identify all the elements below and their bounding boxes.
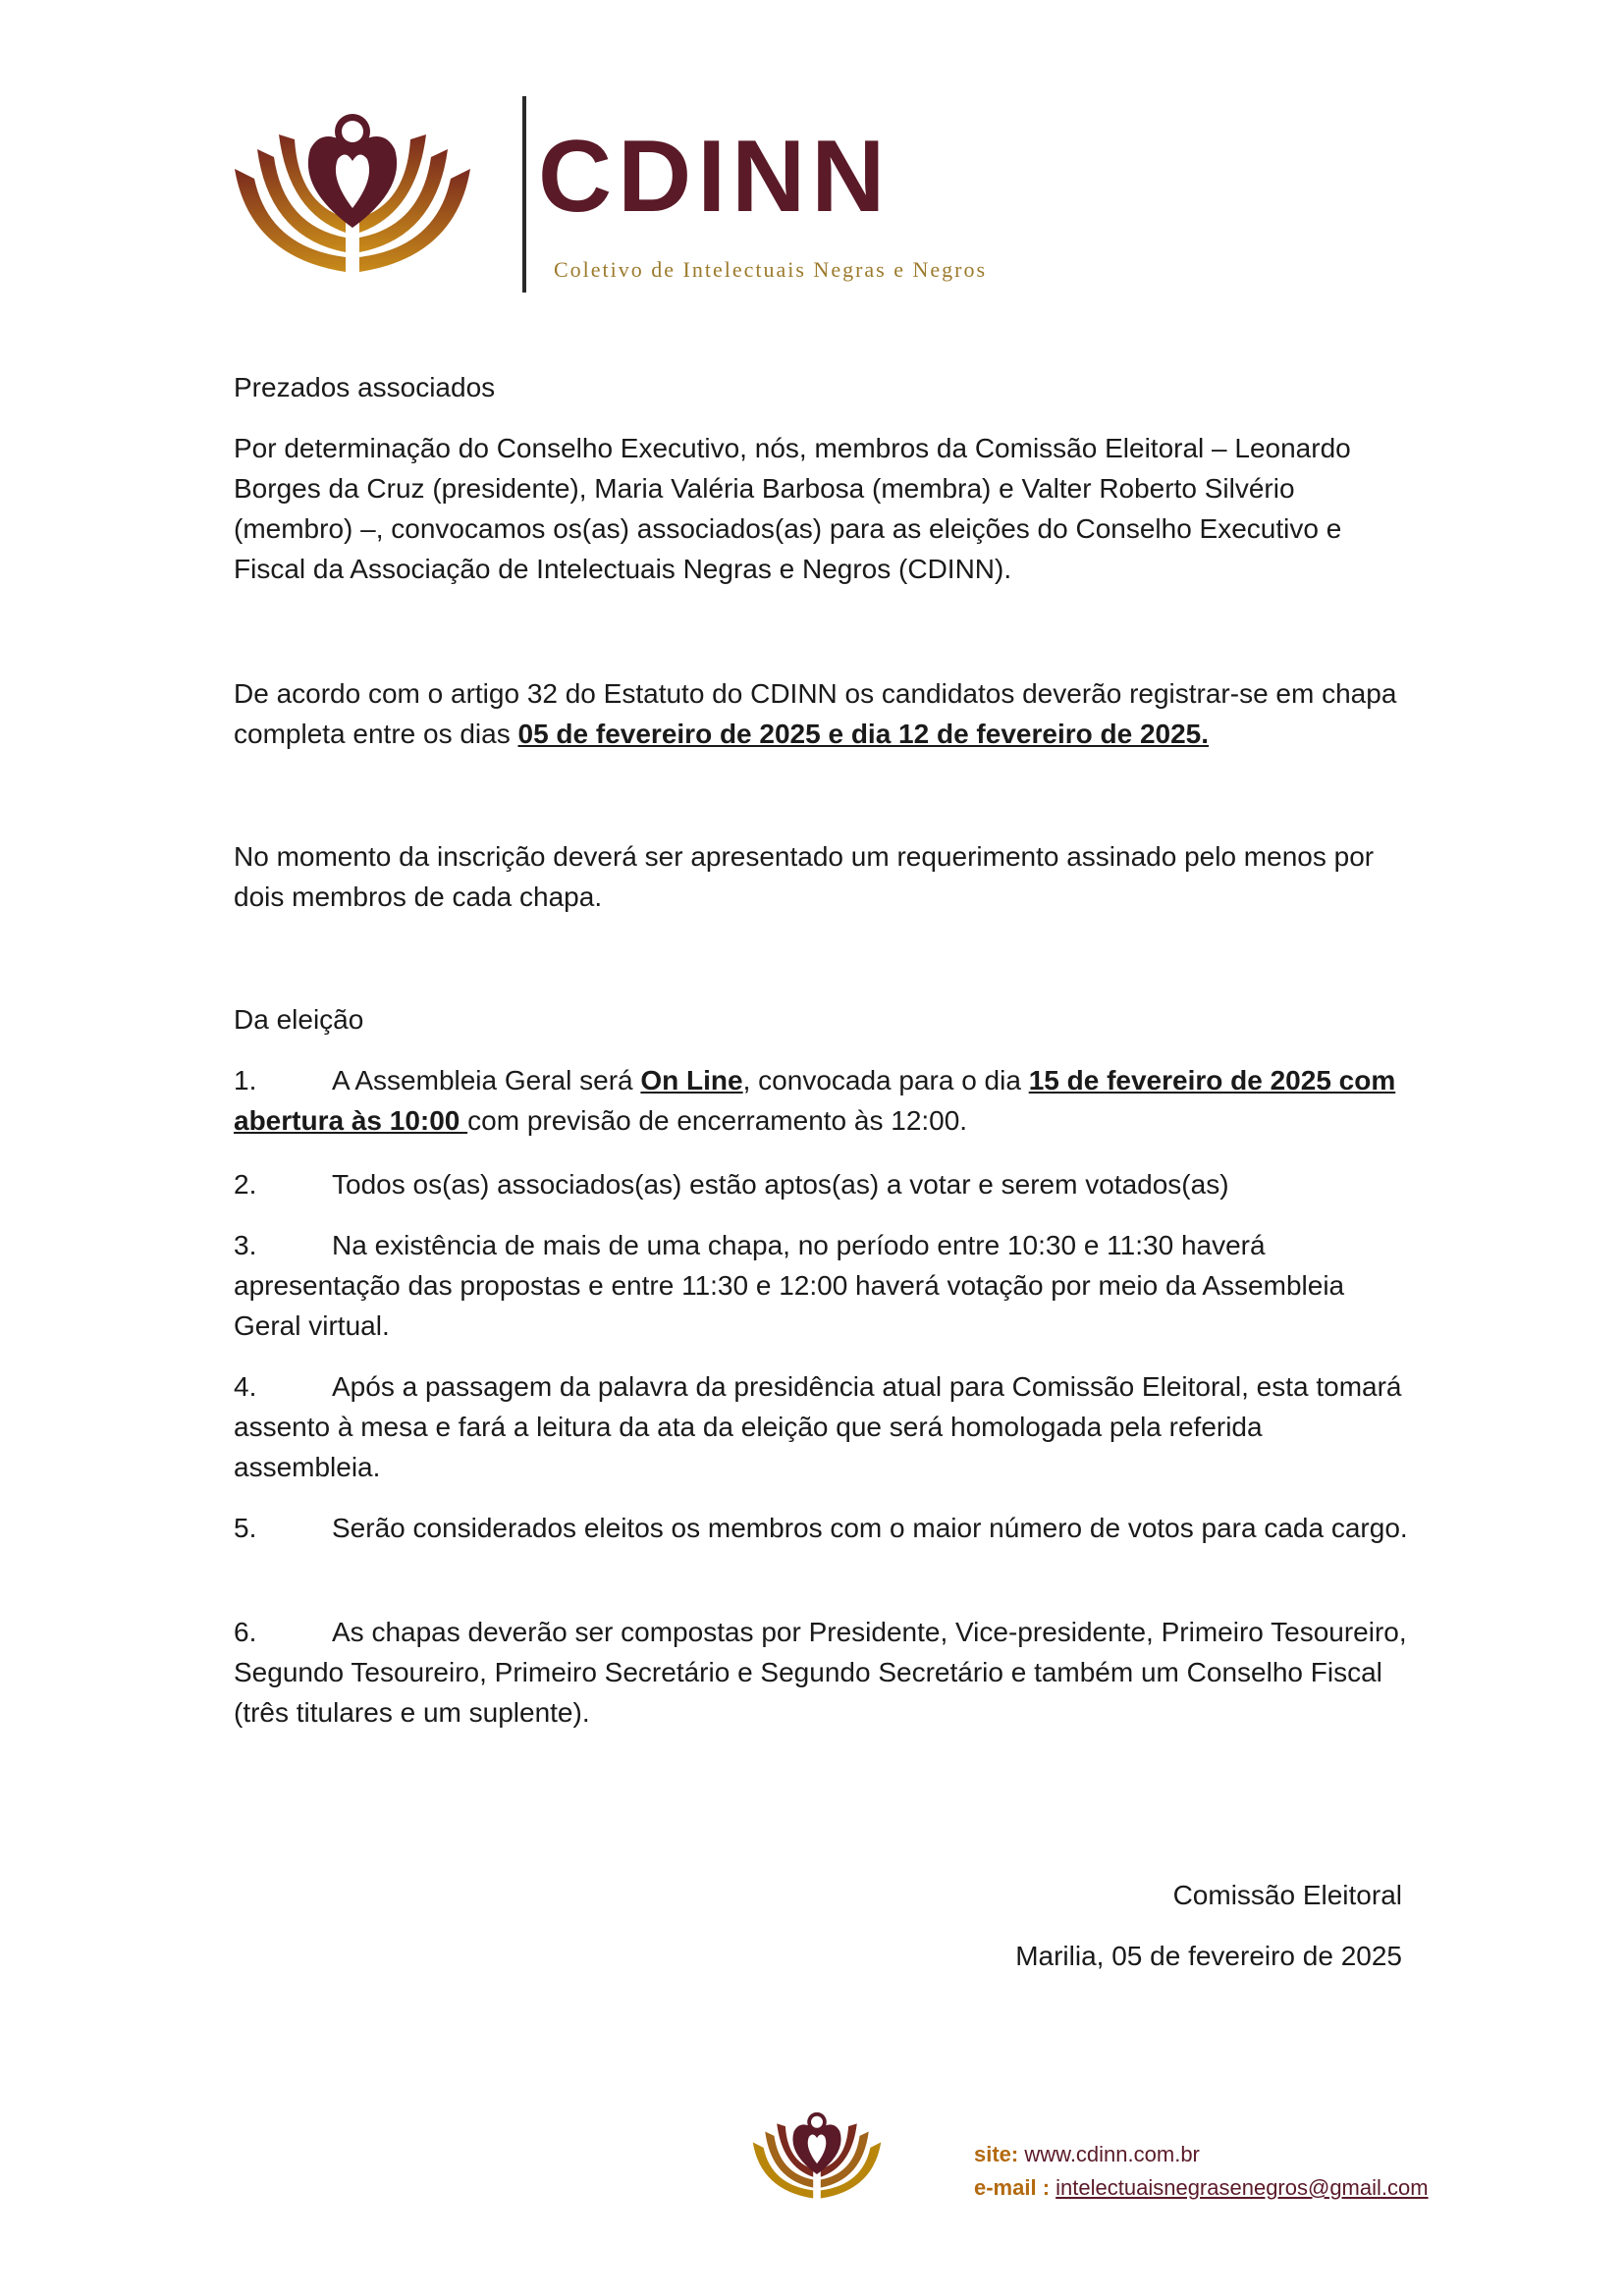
inscription-paragraph: No momento da inscrição deverá ser apresentado um requerimento assinado pelo menos por dois membros de cada chapa. <box>234 841 1375 912</box>
item5-text: Serão considerados eleitos os membros com o maior número de votos para cada cargo. <box>332 1513 1408 1543</box>
list-item-6 <box>234 1612 1412 1733</box>
item2-text: Todos os(as) associados(as) estão aptos(as) a votar e serem votados(as) <box>332 1169 1229 1200</box>
footer-site-row <box>974 2138 1429 2171</box>
footer-contact <box>974 2138 1429 2205</box>
signature-place-date: Marilia, 05 de fevereiro de 2025 <box>1015 1941 1402 1971</box>
footer-email-row <box>974 2171 1429 2205</box>
open-book-hearts-logo <box>230 110 475 277</box>
header-divider <box>522 96 526 293</box>
footer-logo-icon <box>750 2109 884 2203</box>
registration-text: De acordo com o artigo 32 do Estatuto do CDINN os candidatos deverão registrar-se em chapa completa entre os dias <box>234 678 1397 749</box>
list-number: 5. <box>234 1513 257 1543</box>
item1-text-3: com previsão de encerramento às 12:00. <box>467 1105 968 1136</box>
assembly-date: 15 de fevereiro de 2025 com abertura às 10:00 <box>234 1065 1396 1136</box>
email-link[interactable]: intelectuaisnegrasenegros@gmail.com <box>1056 2175 1429 2200</box>
brand-name: CDINN <box>538 120 892 234</box>
item1-text: A Assembleia Geral será <box>332 1065 641 1095</box>
item1-text-2: , convocada para o dia <box>742 1065 1029 1095</box>
site-link[interactable]: www.cdinn.com.br <box>1024 2142 1200 2166</box>
brand-subtitle: Coletivo de Intelectuais Negras e Negros <box>554 257 988 282</box>
online-text: On Line <box>640 1065 743 1095</box>
email-label: e-mail : <box>974 2175 1051 2200</box>
site-label: site: <box>974 2142 1019 2166</box>
list-item-3 <box>234 1225 1412 1346</box>
list-number: 1. <box>234 1065 257 1095</box>
list-number: 4. <box>234 1371 257 1402</box>
greeting: Prezados associados <box>234 372 496 402</box>
signature-committee: Comissão Eleitoral <box>1172 1880 1402 1910</box>
intro-paragraph: Por determinação do Conselho Executivo, nós, membros da Comissão Eleitoral – Leonardo Borges da Cruz (presidente), Maria Valéria Barbosa (membra) e Valter Roberto Silvério (membro) –, convocamos os(as) associados(as) para as eleições do Conselho Executivo e Fiscal da Associação de Intelectuais Negras e Negros (CDINN). <box>234 433 1351 584</box>
item3-text: Na existência de mais de uma chapa, no período entre 10:30 e 11:30 haverá apresentação das propostas e entre 11:30 e 12:00 haverá votação por meio da Assembleia Geral virtual. <box>234 1230 1345 1341</box>
list-item-4 <box>234 1366 1412 1487</box>
list-number: 3. <box>234 1230 257 1260</box>
item4-text: Após a passagem da palavra da presidência atual para Comissão Eleitoral, esta tomará assento à mesa e fará a leitura da ata da eleição que será homologada pela referida assembleia. <box>234 1371 1402 1482</box>
item6-text: As chapas deverão ser compostas por Presidente, Vice-presidente, Primeiro Tesoureiro, Segundo Tesoureiro, Primeiro Secretário e Segundo Secretário e também um Conselho Fiscal (três titulares e um suplente). <box>234 1617 1407 1728</box>
election-heading: Da eleição <box>234 1004 364 1035</box>
registration-dates: 05 de fevereiro de 2025 e dia 12 de fevereiro de 2025. <box>517 719 1210 749</box>
registration-paragraph <box>234 673 1412 754</box>
list-item-2 <box>234 1164 1412 1204</box>
list-number: 2. <box>234 1169 257 1200</box>
list-number: 6. <box>234 1617 257 1647</box>
list-item-1 <box>234 1060 1412 1141</box>
list-item-5 <box>234 1508 1412 1548</box>
